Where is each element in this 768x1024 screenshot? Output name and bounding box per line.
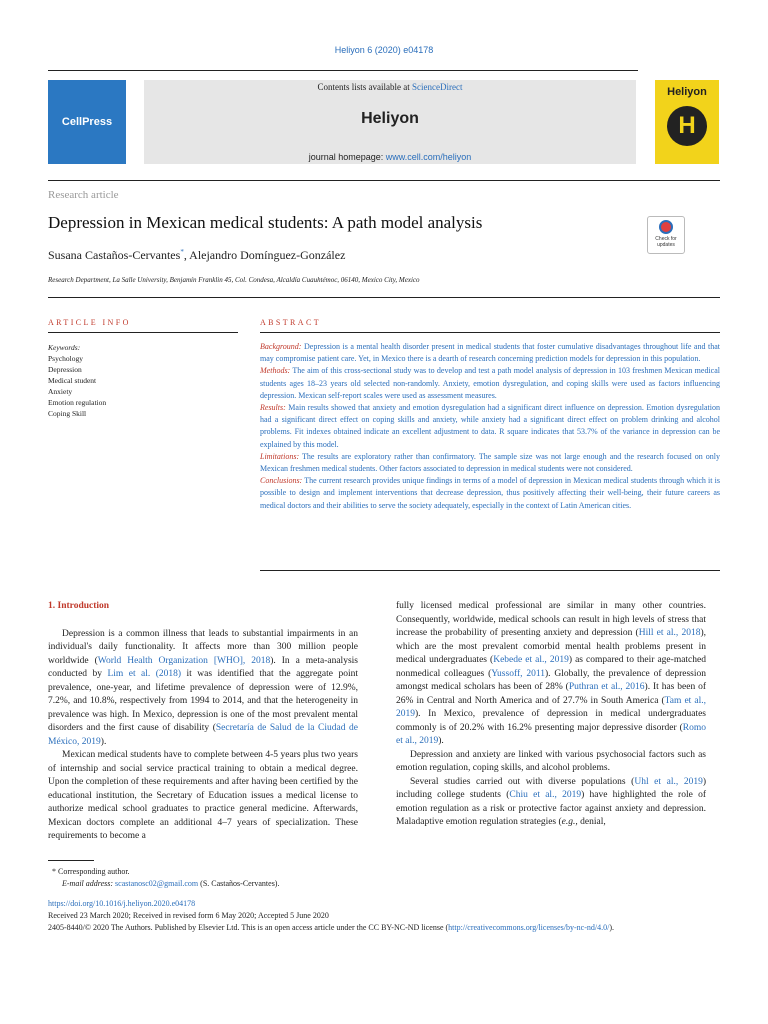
header-rule — [48, 70, 638, 71]
left-column — [48, 600, 358, 844]
affiliation: Research Department, La Salle University, Benjamín Franklin 45, Col. Condesa, Alcaldía Cuauhtémoc, 06140, Mexico City, Mexico — [48, 276, 420, 284]
text: fully licensed medical professional are similar in many other countries. Consequently, worldwide, medical schools can result in high levels of stress that increase the probability of presenting anxiety and depression ( — [396, 601, 706, 638]
text: ). — [100, 736, 107, 747]
cover-letter: H — [667, 106, 707, 146]
keywords-list — [48, 342, 106, 419]
citation-link[interactable]: Romo et al., 2019 — [396, 722, 706, 746]
intro-paragraph-3 — [396, 600, 706, 749]
text: ) including college students ( — [396, 776, 706, 800]
email-name: (S. Castaños-Cervantes). — [198, 879, 280, 888]
text: ), which are the most prevalent comorbid mental health problems present in medical undergraduates ( — [396, 628, 706, 665]
keyword: Medical student — [48, 376, 97, 385]
background-text: Depression is a mental health disorder present in medical students that foster cumulative disadvantages throughout life and that may compromise patient care. Yet, in Mexico there is a dearth of research concerning prediction models for depression in this population. — [260, 342, 720, 364]
homepage-link[interactable]: www.cell.com/heliyon — [385, 152, 472, 162]
doi-link[interactable]: https://doi.org/10.1016/j.heliyon.2020.e04178 — [48, 899, 196, 908]
corresponding-text: Corresponding author. — [56, 867, 130, 876]
author-2: , Alejandro Domínguez-González — [183, 248, 346, 262]
title-rule — [48, 180, 720, 181]
abstract-rule — [260, 332, 720, 333]
text: ). — [438, 736, 444, 746]
intro-paragraph-5 — [396, 776, 706, 830]
text: denial, — [577, 817, 606, 827]
journal-name: Heliyon — [361, 110, 419, 127]
keyword: Depression — [48, 365, 82, 374]
license-link[interactable]: http://creativecommons.org/licenses/by-nc-nd/4.0/ — [448, 923, 610, 932]
author-1: Susana Castaños-Cervantes — [48, 248, 181, 262]
results-text: Main results showed that anxiety and emotion dysregulation had a significant direct influence on depression. Emotion dysregulation had a significant direct effect on coping skills and anxiety, while anxiety had a significant direct effect on problem drinking and alcohol problems. Fit indexes obtained indicate an excellent adjustment to data. R square indicates that 53.7% of the variance in depression can be explained by this model. — [260, 403, 720, 449]
conclusions-text: The current research provides unique findings in terms of a model of depression in Mexican medical students through which it is possible to design and implement interventions that decrease depression, thus positively affecting their well-being, their future careers as medical doctors and their abilities to serve the society adequately, especially in the context of Latin American cities. — [260, 476, 720, 510]
limitations-label: Limitations: — [260, 451, 300, 461]
article-info-heading: ARTICLE INFO — [48, 318, 131, 327]
license-end: ). — [609, 923, 614, 932]
homepage-prefix: journal homepage: — [308, 152, 386, 162]
citation-link[interactable]: Lim et al. (2018) — [107, 669, 182, 679]
check-updates-label: Check for updates — [655, 236, 677, 248]
footnote-rule — [48, 860, 94, 861]
homepage-line — [144, 152, 636, 162]
abstract-end-rule — [260, 570, 720, 571]
abstract-results — [260, 402, 720, 451]
abstract-background — [260, 341, 720, 365]
contents-prefix: Contents lists available at — [317, 82, 412, 92]
info-rule — [48, 332, 238, 333]
contents-line — [144, 82, 636, 92]
received-dates: Received 23 March 2020; Received in revised form 6 May 2020; Accepted 5 June 2020 — [48, 911, 329, 920]
text: ). In Mexico, prevalence of depression in medical undergraduates commonly is of 20.2% with 16.2% presenting major depressive disorder ( — [396, 709, 706, 733]
citation-link[interactable]: Tam et al., 2019 — [396, 695, 706, 719]
text: ). It has been of 26% in Central and North America and of 27.7% in South America ( — [396, 682, 707, 706]
citation-link[interactable]: Kebede et al., 2019 — [493, 655, 569, 665]
footnote — [52, 866, 279, 890]
check-updates-button[interactable] — [647, 216, 685, 254]
keyword: Psychology — [48, 354, 84, 363]
text: ) have highlighted the role of emotion regulation as a risk or protective factor against anxiety and depression. Maladaptive emotion regulation strategies ( — [396, 790, 706, 827]
abstract-conclusions — [260, 475, 720, 512]
intro-paragraph-4: Depression and anxiety are linked with various psychosocial factors such as emotion regulation, coping skills, and alcohol problems. — [396, 749, 706, 773]
introduction-heading: 1. Introduction — [48, 601, 110, 611]
citation-link[interactable]: Hill et al., 2018 — [638, 628, 701, 638]
text: e.g., — [561, 817, 578, 827]
abstract-methods — [260, 365, 720, 402]
authors — [48, 248, 345, 263]
email-label: E-mail address: — [62, 879, 116, 888]
email-link[interactable]: scastanosc02@gmail.com — [115, 879, 199, 888]
sciencedirect-link[interactable]: ScienceDirect — [412, 82, 463, 92]
license-text: 2405-8440/© 2020 The Authors. Published by Elsevier Ltd. This is an open access article under the CC BY-NC-ND license ( — [48, 923, 449, 932]
intro-paragraph-1 — [48, 628, 358, 750]
article-footer — [48, 898, 720, 934]
text: ) as compared to their age-matched nonmedical colleagues ( — [396, 655, 706, 679]
citation-link[interactable]: Yussoff, 2011 — [491, 668, 545, 679]
citation-link[interactable]: Secretaría de Salud de la Ciudad de México, 2019 — [48, 723, 358, 747]
keyword: Anxiety — [48, 387, 73, 396]
check-updates-icon — [659, 220, 673, 234]
email-line — [52, 878, 279, 890]
text: Depression is a common illness that leads to substantial impairments in an individual's daily functionality. It affects more than 300 million people worldwide ( — [48, 628, 358, 666]
footnote-mark: * — [52, 867, 56, 876]
corresponding-note — [52, 866, 279, 878]
abstract-limitations — [260, 451, 720, 475]
license-line — [48, 922, 720, 934]
article-title: Depression in Mexican medical students: A path model analysis — [48, 213, 483, 232]
conclusions-label: Conclusions: — [260, 476, 303, 486]
corresponding-mark[interactable]: * — [180, 248, 184, 256]
keywords-label: Keywords: — [48, 343, 81, 352]
abstract-body — [260, 341, 720, 512]
section-rule — [48, 297, 720, 298]
article-type: Research article — [48, 189, 119, 201]
cover-title: Heliyon — [667, 86, 707, 98]
journal-cover — [655, 80, 719, 164]
methods-text: The aim of this cross-sectional study was to develop and test a path model analysis of depression in 103 freshmen Mexican medical students ages 18–23 years old selected non-randomly. Anxiety, emotion dysregulation, and coping skills were used as factors influencing depression. Mexican self-report scales were used as assessment measures. — [260, 366, 720, 400]
keyword: Emotion regulation — [48, 398, 107, 407]
abstract-heading: ABSTRACT — [260, 318, 321, 327]
intro-paragraph-2: Mexican medical students have to complete between 4-5 years plus two years of internship and social service practical training to obtain a medical degree. Upon the completion of these requirements and after having been certified by the educational institution, the Secretary of Education issues a medical license to authorize medical school graduates to practice general medicine. Afterwards, Mexican doctors complete an additional 4–7 years of specialization. These requirements to become a — [48, 750, 358, 841]
citation-link[interactable]: Chiu et al., 2019 — [509, 790, 582, 800]
text: it was identified that the aggregate point prevalence, one-year, and lifetime prevalence of depression were of 12.9%, 7.2%, and 10.8%, respectively from 1994 to 2014, and that the heterogeneity in prevalence was high. In Mexico, depression is one of the most prevalent mental disorders and the first cause of disability ( — [48, 669, 358, 733]
citation-link[interactable]: World Health Organization [WHO], 2018 — [97, 655, 271, 666]
limitations-text: The results are exploratory rather than confirmatory. The sample size was not large enough and the research focused on only Mexican freshmen medical students. Other factors associated to depression in medical students were not considered. — [260, 451, 720, 474]
keyword: Coping Skill — [48, 409, 87, 418]
text: ). Globally, the prevalence of depression amongst medical scholars has been of 28% ( — [396, 668, 706, 692]
right-column — [396, 600, 706, 830]
citation-link[interactable]: Puthran et al., 2016 — [568, 682, 645, 692]
methods-label: Methods: — [260, 366, 291, 376]
journal-reference[interactable]: Heliyon 6 (2020) e04178 — [334, 45, 434, 55]
citation-link[interactable]: Uhl et al., 2019 — [634, 776, 703, 787]
cellpress-logo: CellPress — [48, 80, 126, 164]
text: ). In a meta-analysis conducted by — [48, 655, 358, 679]
background-label: Background: — [260, 342, 302, 351]
text: Several studies carried out with diverse populations ( — [410, 776, 635, 787]
results-label: Results: — [260, 403, 286, 413]
